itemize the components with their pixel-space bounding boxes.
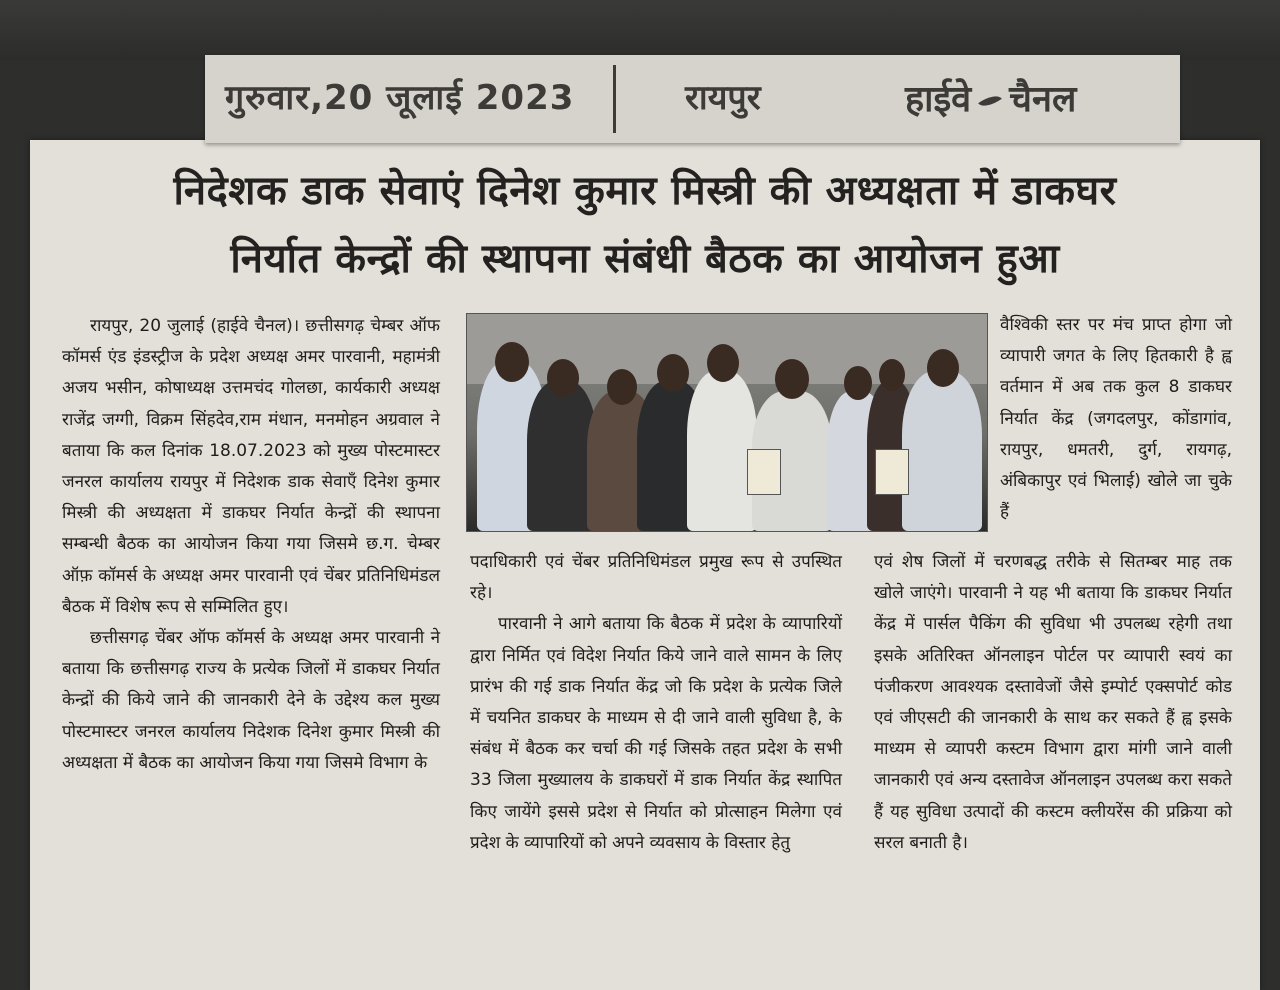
leaf-icon: [978, 91, 1002, 112]
masthead-brand: [905, 73, 1076, 122]
headline-line-2: निर्यात केन्द्रों की स्थापना संबंधी बैठक का आयोजन हुआ: [230, 236, 1060, 282]
masthead-date: गुरुवार,20 जूलाई 2023: [225, 78, 575, 118]
masthead: [205, 55, 1180, 143]
article-column-1: [62, 311, 440, 779]
column3-top-text: वैश्विकी स्तर पर मंच प्राप्त होगा जो व्यापारी जगत के लिए हितकारी है ह्व वर्तमान में अब तक कुल 8 डाकघर निर्यात केंद्र (जगदलपुर, कोंडागांव, रायपुर, धमतरी, दुर्ग, रायगढ़, अंबिकापुर एवं भिलाई) खोले जा चुके हैं: [1000, 315, 1232, 523]
brand-left-text: हाईवे: [905, 79, 972, 120]
headline-line-1: निदेशक डाक सेवाएं दिनेश कुमार मिस्त्री की अध्यक्षता में डाकघर: [173, 168, 1117, 214]
column1-paragraph-1: रायपुर, 20 जुलाई (हाईवे चैनल)। छत्तीसगढ़ चेम्बर ऑफ कॉमर्स एंड इंडस्ट्रीज के प्रदेश अध्यक्ष अमर पारवानी, महामंत्री अजय भसीन, कोषाध्यक्ष उत्तमचंद गोलछा, कार्यकारी अध्यक्ष राजेंद्र जग्गी, विक्रम सिंहदेव,राम मंधान, मनमोहन अग्रवाल ने बताया कि कल दिनांक 18.07.2023 को मुख्य पोस्टमास्टर जनरल कार्यालय रायपुर में निदेशक डाक सेवाएँ दिनेश कुमार मिस्त्री की अध्यक्षता में डाकघर निर्यात केन्द्रों की स्थापना सम्बन्धी बैठक का आयोजन किया गया जिसमे छ.ग. चेम्बर ऑफ़ कॉमर्स के अध्यक्ष अमर पारवानी एवं चेंबर प्रतिनिधिमंडल बैठक में विशेष रूप से सम्मिलित हुए।: [62, 316, 440, 617]
column1-paragraph-2: छत्तीसगढ़ चेंबर ऑफ कॉमर्स के अध्यक्ष अमर पारवानी ने बताया कि छत्तीसगढ़ राज्य के प्रत्येक जिलों में डाकघर निर्यात केन्द्रों की किये जाने की जानकारी देने के उद्देश्य कल मुख्य पोस्टमास्टर जनरल कार्यालय निदेशक दिनेश कुमार मिस्त्री की अध्यक्षता में बैठक का आयोजन किया गया जिसमे विभाग के: [62, 628, 440, 773]
meeting-photo: [466, 313, 988, 532]
masthead-divider: [613, 65, 616, 133]
background-top: [0, 0, 1280, 60]
masthead-city: रायपुर: [685, 78, 761, 118]
column3-bottom-text: एवं शेष जिलों में चरणबद्ध तरीके से सितम्बर माह तक खोले जाएंगे। पारवानी ने यह भी बताया कि डाकघर निर्यात केंद्र में पार्सल पैकिंग की सुविधा भी उपलब्ध रहेगी तथा इसके अतिरिक्त ऑनलाइन पोर्टल पर व्यापारी स्वयं का पंजीकरण आवश्यक दस्तावेजों जैसे इम्पोर्ट एक्सपोर्ट कोड एवं जीएसटी की जानकारी के साथ कर सकते हैं ह्व इसके माध्यम से व्यापरी कस्टम विभाग द्वारा मांगी जाने वाली जानकारी एवं अन्य दस्तावेज ऑनलाइन उपलब्ध करा सकते हैं यह सुविधा उत्पादों की कस्टम क्लीयरेंस की प्रक्रिया को सरल बनाती है।: [874, 552, 1232, 853]
article-column-3-top: [1000, 310, 1232, 528]
certificate-1: [747, 449, 781, 495]
column2-paragraph-1: पदाधिकारी एवं चेंबर प्रतिनिधिमंडल प्रमुख रूप से उपस्थित रहे।: [470, 552, 842, 604]
article-column-2: [470, 547, 842, 859]
brand-right-text: चैनल: [1009, 79, 1077, 120]
certificate-2: [875, 449, 909, 495]
article-column-3-bottom: [874, 547, 1232, 859]
column2-paragraph-2: पारवानी ने आगे बताया कि बैठक में प्रदेश के व्यापारियों द्वारा निर्मित एवं विदेश निर्यात किये जाने वाले सामन के लिए प्रारंभ की गई डाक निर्यात केंद्र जो कि प्रदेश के प्रत्येक जिले में चयनित डाकघर के माध्यम से दी जाने वाली सुविधा है, के संबंध में बैठक कर चर्चा की गई जिसके तहत प्रदेश के सभी 33 जिला मुख्यालय के डाकघरों में डाक निर्यात केंद्र स्थापित किए जायेंगे इससे प्रदेश से निर्यात को प्रोत्साहन मिलेगा एवं प्रदेश के व्यापारियों को अपने व्यवसाय के विस्तार हेतु: [470, 614, 842, 853]
